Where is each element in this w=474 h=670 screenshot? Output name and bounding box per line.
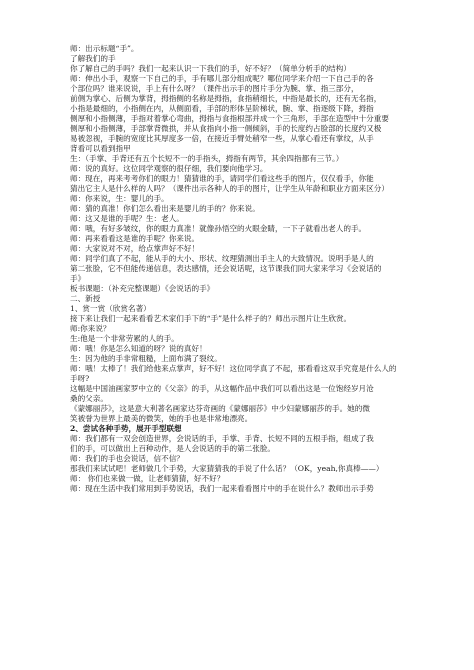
text-line: 们的手，可以做出上百种动作，是人会说话的手的第二张脸。: [70, 444, 276, 453]
text-line: 小指是最细的，小指侧在内，从侧面看，手部的形体呈阶梯状，腕、掌、指逐级下降，拇指: [70, 104, 374, 113]
text-line: 侧厚和小指侧薄，手指对着掌心弯曲，拇指与食指根部并成一个三角形，手部在造型中十分重要: [70, 114, 389, 123]
text-line: 二、新授: [70, 294, 101, 303]
text-line: 了解我们的手: [70, 54, 116, 63]
text-line: 师：你来说，生：婴儿的手。: [70, 194, 169, 203]
text-line: 接下来让我们一起来看看艺术家们手下的“手”是什么样子的？师出示图片让生欣赏。: [70, 314, 352, 323]
text-line: 师：这又是谁的手呢？生：老人。: [70, 214, 184, 223]
text-line: 那我们来试试吧！老师做几个手势，大家猜猜我的手说了什么话？（OK，yeah,你真棒——）: [70, 464, 384, 473]
text-line: 生：（手掌、手背还有五个长短不一的手指头，拇指有两节，其余四指都有三节。）: [70, 154, 344, 163]
text-line: 师：现在生活中我们常用到手势说话，我们一起来看看图片中的手在说什么？教师出示手势: [70, 484, 374, 493]
text-line: 师：我们都有一双会创造世界，会说话的手，手掌、手背、长短不同的五根手指，组成了我: [70, 434, 374, 443]
text-line: 板书课题：（补充完整课题）《会说话的手》: [70, 284, 215, 293]
text-line: 你了解自己的手吗？我们一起来认识一下我们的手，好不好？（简单分析手的结构）: [70, 64, 351, 73]
text-line: 《蒙娜丽莎》，这是意大利著名画家达芬奇画的《蒙娜丽莎》中少妇蒙娜丽莎的手。她的微: [70, 404, 370, 413]
text-line: 1、赏一赏（欣赏名著）: [70, 304, 151, 313]
text-line: 笑被誉为世界上最美的微笑，她的手也是非常地漂亮。: [70, 414, 253, 423]
text-line: 师：出示标题“手”。: [70, 44, 139, 53]
text-line: 师：同学们真了不起，能从手的大小、形状、纹理猜测出手主人的大致情况。说明手是人的: [70, 254, 374, 263]
text-line: 个部位吗？谁来说说，手上有什么呀？（课件出示手的图片手分为腕、掌、指三部分，: [70, 84, 359, 93]
text-line: 生：因为他的手非常粗糙，上面布满了裂纹。: [70, 354, 222, 363]
document-page: [70, 44, 464, 494]
text-line: 手呀?: [70, 374, 90, 383]
text-line: 师：伸出小手，观察一下自己的手，手有哪儿部分组成呢？哪位同学来介绍一下自己手的各: [70, 74, 374, 83]
text-line: 师：哦！太棒了！我们给他来点掌声，好不好！这位同学真了不起，那看看这双手究竟是什么人的: [70, 364, 397, 373]
text-line: 师：我们的手也会说话，信不信？: [70, 454, 184, 463]
text-line: 师：哦，有好多皱纹，你的眼力真准！就像孙悟空的火眼金睛，一下子就看出老人的手。: [70, 224, 367, 233]
text-line: 师：再来看看这是谁的手呢？你来说。: [70, 234, 200, 243]
text-line: 这幅是中国油画家罗中立的《父亲》的手，从这幅作品中我们可以看出这是一位饱经岁月沧: [70, 384, 374, 393]
text-line: 手》: [70, 274, 86, 283]
text-line: 猜出它主人是什么样的人吗？（课件出示各种人的手的图片，让学生从年龄和职业方面来区分）: [70, 184, 389, 193]
text-line: 师：大家说对不对，给点掌声好不好！: [70, 244, 200, 253]
text-line: 师：现在，再来考考你们的眼力！猜猜谁的手，请同学们看这些手的图片，仅仅看手，你能: [70, 174, 374, 183]
text-line: 侧厚和小指侧薄，手部掌背微拱，并从食指向小指一侧倾斜，手的长度约占脸部的长度约又极: [70, 124, 382, 133]
text-line: 师:你来说？: [70, 324, 111, 333]
text-line: 桑的父亲。: [70, 394, 108, 403]
text-line: 师：猜的真准！你们怎么看出来是婴儿的手的？你来说。: [70, 204, 260, 213]
text-line: 师： 你们也来做一做，让老师猜猜，好不好？: [70, 474, 225, 483]
text-line: 第二张脸，它不但能传递信息，表达感情，还会说话呢，这节课我们同大家来学习《会说话的: [70, 264, 382, 273]
text-line: 易被忽视，手腕的宽度比其厚度多一倍，在接近手臂处稍窄一些，从掌心看还有掌纹，从手: [70, 134, 374, 143]
text-line: 生:他是一个非常劳累的人的手。: [70, 334, 179, 343]
text-line: 师：说的真好。这位同学观察的很仔细，我们要向他学习。: [70, 164, 268, 173]
text-line: 背看可以看到指甲: [70, 144, 131, 153]
text-line: 2、尝试各种手势，展开手型联想: [70, 424, 182, 433]
text-line: 师：哦！你是怎么知道的呀？说的真好！: [70, 344, 207, 353]
text-line: 前侧为掌心、后侧为掌背，拇指侧的名称是拇指，食指稍细长，中指是最长的，还有无名指，: [70, 94, 382, 103]
